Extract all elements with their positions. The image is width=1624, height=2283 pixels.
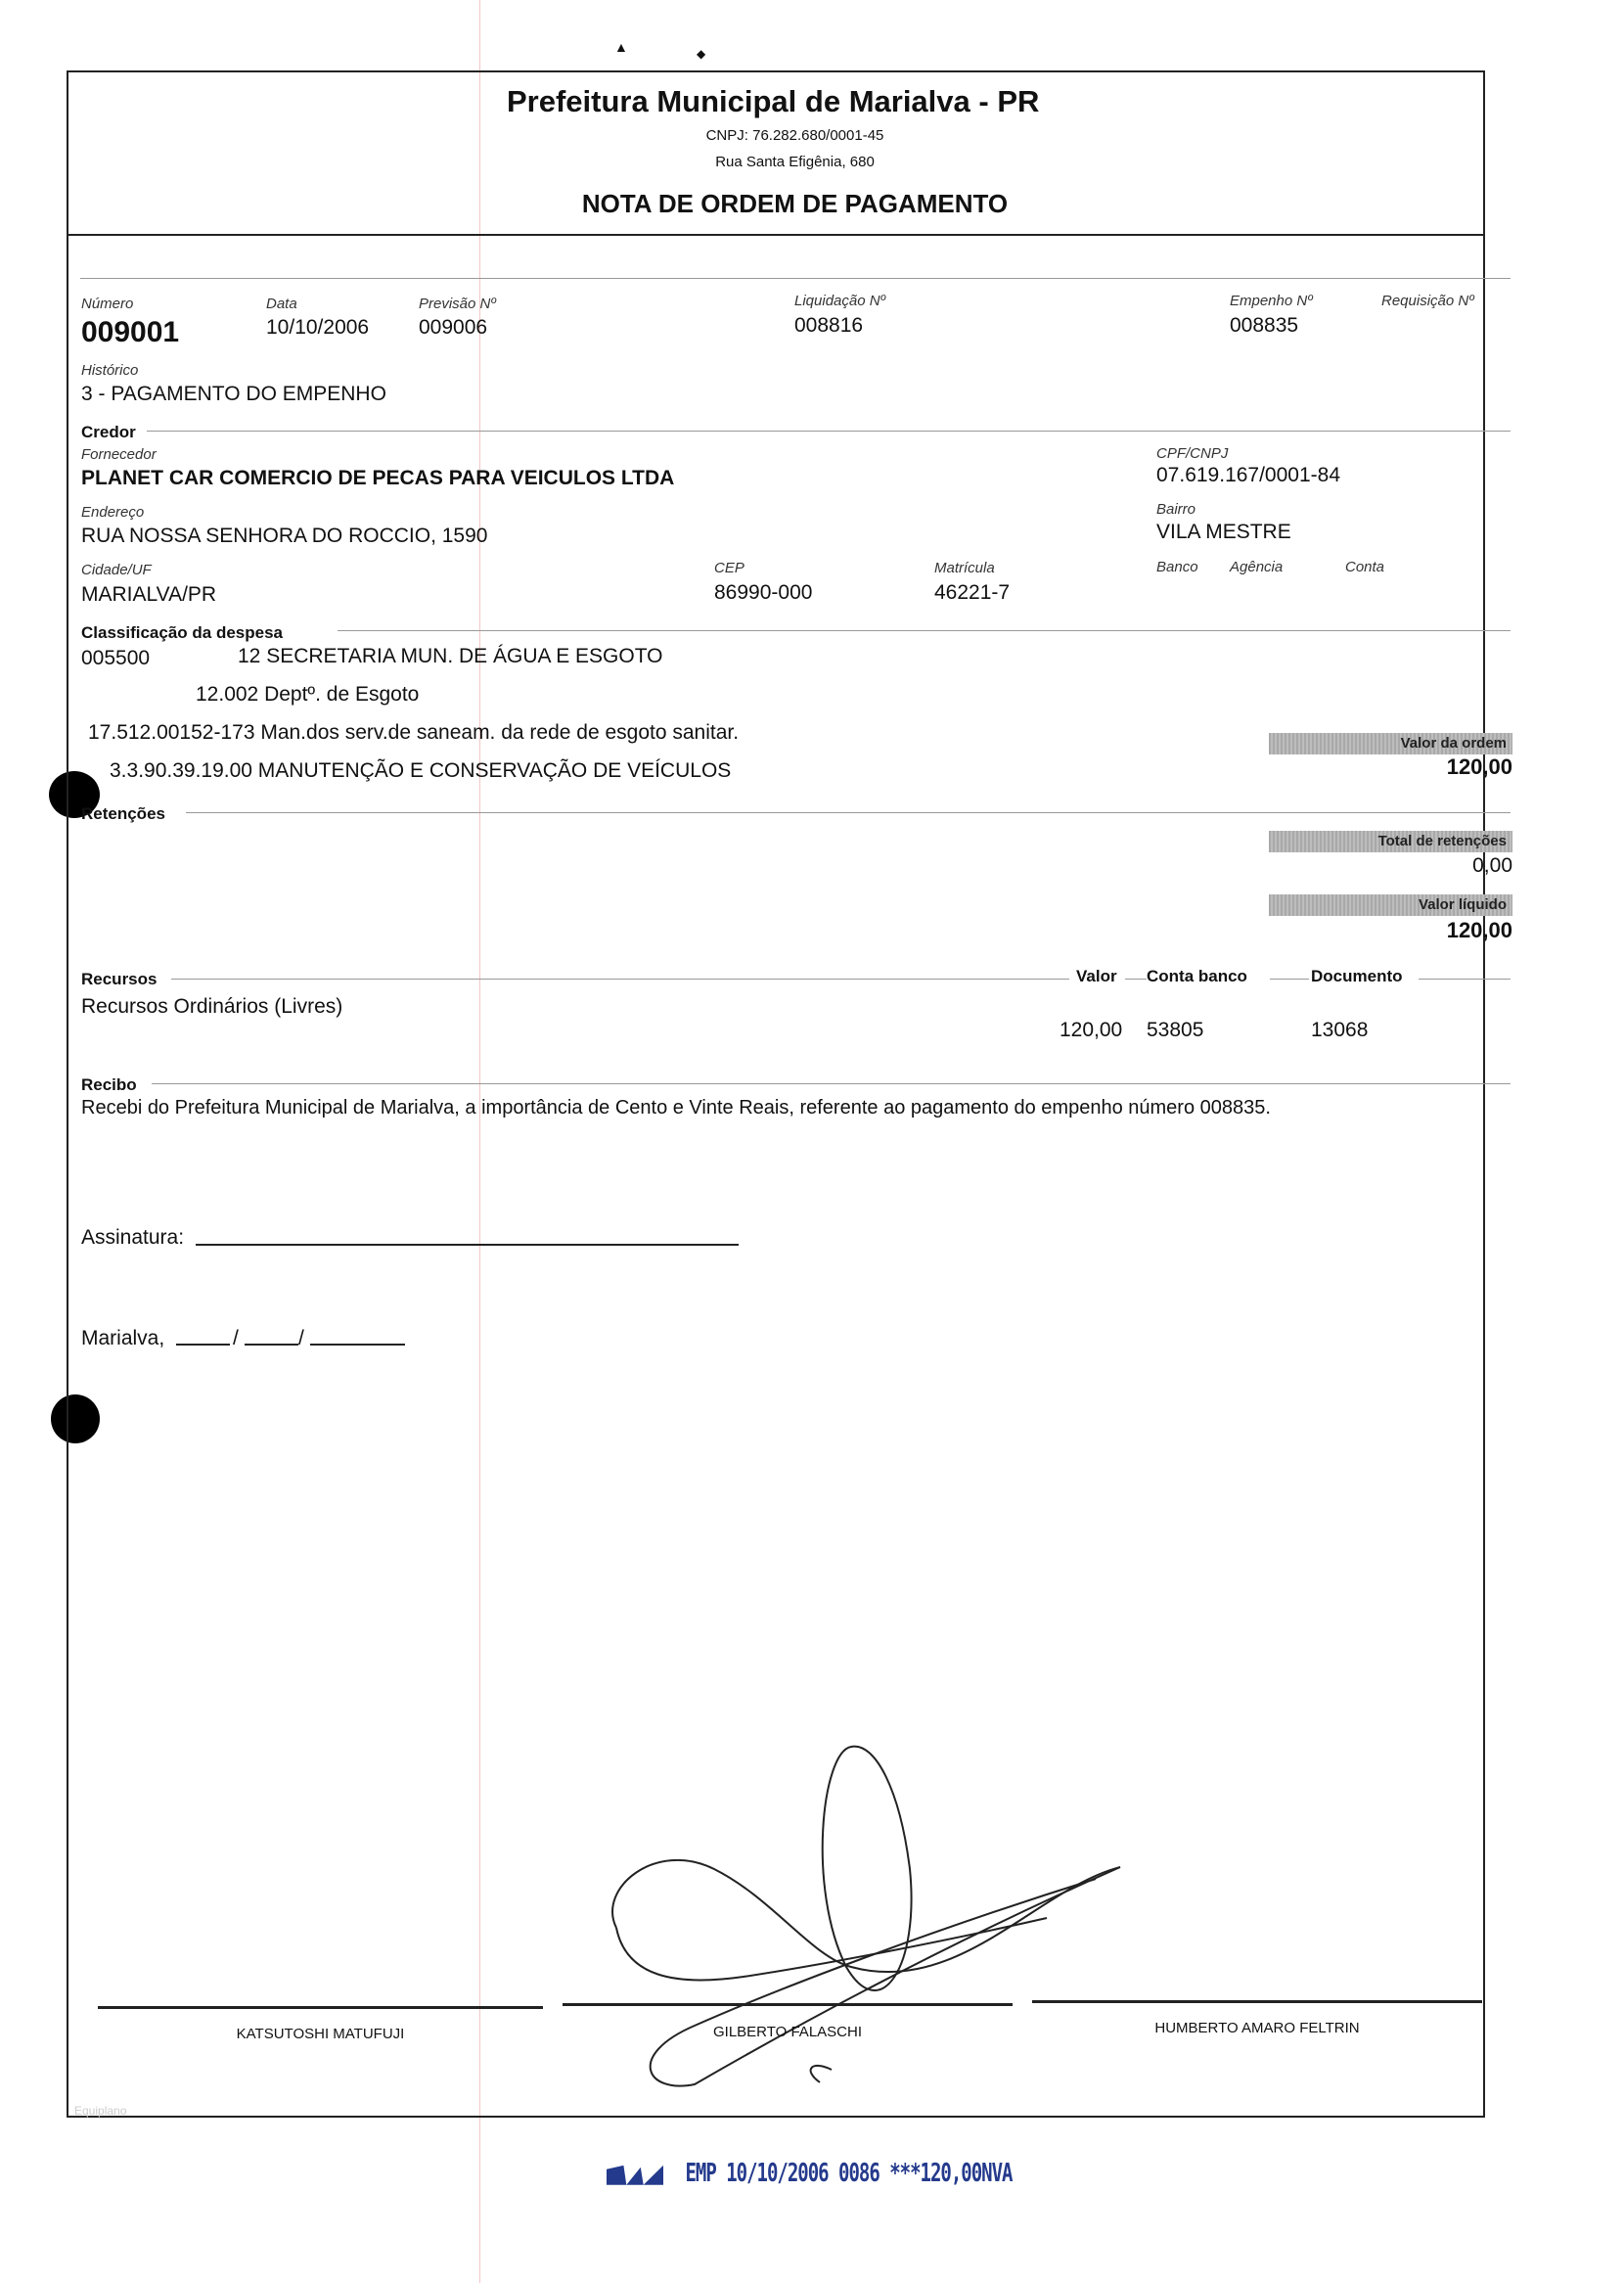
- recursos-valor-header: Valor: [1076, 967, 1117, 985]
- recursos-section-title: Recursos: [81, 970, 158, 988]
- divider: [147, 431, 1511, 432]
- cidade-label: Cidade/UF: [81, 562, 152, 578]
- numero-value: 009001: [81, 316, 180, 348]
- classificacao-orgao: 12 SECRETARIA MUN. DE ÁGUA E ESGOTO: [238, 645, 663, 667]
- requisicao-label: Requisição Nº: [1381, 293, 1474, 309]
- bairro-label: Bairro: [1156, 501, 1196, 518]
- scan-mark: ▲: [614, 39, 628, 55]
- cidade-value: MARIALVA/PR: [81, 583, 217, 606]
- document-title: NOTA DE ORDEM DE PAGAMENTO: [581, 189, 1009, 218]
- date-day-line: [176, 1344, 230, 1346]
- scan-mark: ◆: [697, 47, 706, 61]
- valor-ordem-value: 120,00: [1446, 754, 1512, 779]
- recibo-section-title: Recibo: [81, 1075, 137, 1094]
- signature-line-3: [1032, 2000, 1482, 2003]
- recibo-text: Recebi do Prefeitura Municipal de Marialva, a importância de Cento e Vinte Reais, referente ao pagamento do empenho número 008835.: [81, 1097, 1271, 1119]
- liquidacao-value: 008816: [794, 314, 864, 337]
- classificacao-code: 005500: [81, 647, 151, 669]
- divider: [338, 630, 1511, 631]
- liquidacao-label: Liquidação Nº: [794, 293, 886, 309]
- recursos-valor: 120,00: [1060, 1019, 1123, 1041]
- date-month-line: [245, 1344, 298, 1346]
- date-slash: /: [233, 1327, 239, 1349]
- data-label: Data: [266, 296, 297, 312]
- divider: [186, 812, 1511, 813]
- credor-section-title: Credor: [81, 423, 136, 441]
- local-label: Marialva,: [81, 1327, 165, 1349]
- valor-liquido-value: 120,00: [1446, 918, 1512, 942]
- valor-ordem-label: Valor da ordem: [1269, 733, 1512, 754]
- previsao-label: Previsão Nº: [419, 296, 496, 312]
- data-value: 10/10/2006: [266, 316, 370, 339]
- empenho-value: 008835: [1230, 314, 1299, 337]
- bairro-value: VILA MESTRE: [1156, 521, 1291, 543]
- classificacao-unidade: 12.002 Deptº. de Esgoto: [196, 683, 420, 706]
- previsao-value: 009006: [419, 316, 488, 339]
- banco-label: Banco: [1156, 559, 1198, 575]
- divider: [171, 979, 1069, 980]
- bank-logo-icon: [607, 2166, 663, 2185]
- conta-label: Conta: [1345, 559, 1385, 575]
- endereco-value: RUA NOSSA SENHORA DO ROCCIO, 1590: [81, 525, 488, 547]
- matricula-label: Matrícula: [934, 560, 995, 576]
- historico-label: Histórico: [81, 362, 139, 379]
- signatory-2: GILBERTO FALASCHI: [713, 2024, 862, 2040]
- assinatura-label: Assinatura:: [81, 1226, 185, 1249]
- bank-stamp-text: EMP 10/10/2006 0086 ***120,00NVA: [685, 2159, 1013, 2188]
- recursos-conta: 53805: [1147, 1019, 1204, 1041]
- empenho-label: Empenho Nº: [1230, 293, 1313, 309]
- divider: [1270, 979, 1309, 980]
- address-line: Rua Santa Efigênia, 680: [715, 154, 875, 170]
- cep-value: 86990-000: [714, 581, 813, 604]
- fornecedor-label: Fornecedor: [81, 446, 157, 463]
- system-watermark: Equiplano: [74, 2104, 127, 2118]
- classificacao-section-title: Classificação da despesa: [81, 623, 284, 642]
- signatory-3: HUMBERTO AMARO FELTRIN: [1154, 2020, 1360, 2036]
- fornecedor-value: PLANET CAR COMERCIO DE PECAS PARA VEICULOS LTDA: [81, 467, 675, 489]
- recursos-descricao: Recursos Ordinários (Livres): [81, 995, 343, 1018]
- total-retencoes-label: Total de retenções: [1269, 831, 1512, 852]
- header-divider: [67, 234, 1485, 236]
- divider: [80, 278, 1511, 279]
- numero-label: Número: [81, 296, 134, 312]
- handwritten-signature: [587, 1732, 1135, 2104]
- classificacao-funcional: 17.512.00152-173 Man.dos serv.de saneam. da rede de esgoto sanitar.: [88, 721, 740, 744]
- assinatura-line: [196, 1244, 739, 1246]
- cpf-cnpj-value: 07.619.167/0001-84: [1156, 464, 1341, 486]
- institution-title: Prefeitura Municipal de Marialva - PR: [507, 84, 1040, 118]
- recursos-documento: 13068: [1311, 1019, 1369, 1041]
- valor-liquido-label: Valor líquido: [1269, 894, 1512, 916]
- signature-line-1: [98, 2006, 543, 2009]
- recursos-conta-header: Conta banco: [1147, 967, 1247, 985]
- matricula-value: 46221-7: [934, 581, 1011, 604]
- historico-value: 3 - PAGAMENTO DO EMPENHO: [81, 383, 386, 405]
- bank-stamp: [607, 2159, 1013, 2188]
- divider: [1125, 979, 1147, 980]
- divider: [1419, 979, 1511, 980]
- classificacao-elemento: 3.3.90.39.19.00 MANUTENÇÃO E CONSERVAÇÃO DE VEÍCULOS: [110, 759, 732, 782]
- signatory-1: KATSUTOSHI MATUFUJI: [236, 2026, 405, 2042]
- endereco-label: Endereço: [81, 504, 145, 521]
- total-retencoes-value: 0,00: [1472, 854, 1512, 877]
- cep-label: CEP: [714, 560, 744, 576]
- cpf-cnpj-label: CPF/CNPJ: [1156, 445, 1229, 462]
- retencoes-section-title: Retenções: [81, 804, 165, 823]
- date-slash: /: [298, 1327, 304, 1349]
- cnpj-line: CNPJ: 76.282.680/0001-45: [705, 127, 884, 144]
- agencia-label: Agência: [1230, 559, 1284, 575]
- signature-line-2: [563, 2003, 1013, 2006]
- divider: [152, 1083, 1511, 1084]
- recursos-documento-header: Documento: [1311, 967, 1403, 985]
- date-year-line: [310, 1344, 405, 1346]
